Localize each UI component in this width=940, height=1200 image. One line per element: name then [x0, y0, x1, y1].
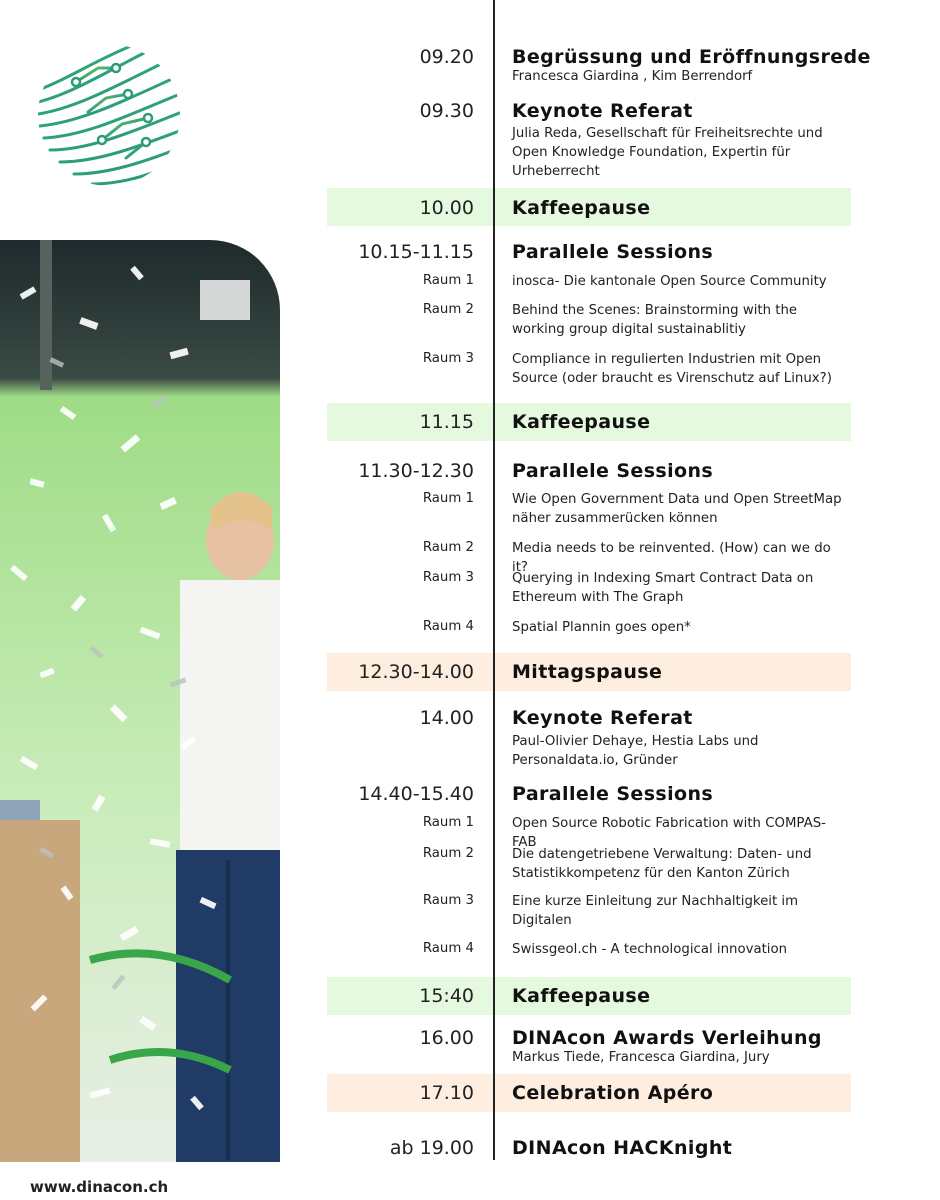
- session-time: 16.00: [419, 1027, 474, 1049]
- session-time: 10.00: [419, 197, 474, 219]
- room-label: Raum 3: [422, 570, 474, 585]
- session-title: Keynote Referat: [512, 100, 693, 122]
- room-label: Raum 4: [422, 619, 474, 634]
- session-title: Kaffeepause: [512, 985, 651, 1007]
- room-session: Eine kurze Einleitung zur Nachhaltigkeit im Digitalen: [512, 894, 799, 928]
- session-time: 09.30: [419, 100, 474, 122]
- room-session: inosca- Die kantonale Open Source Community: [512, 274, 827, 289]
- room-session: Compliance in regulierten Industrien mit Open Source (oder braucht es Virenschutz auf Linux?): [512, 352, 832, 386]
- session-time: 15:40: [419, 985, 474, 1007]
- session-time: 11.15: [419, 411, 474, 433]
- room-session: Querying in Indexing Smart Contract Data on Ethereum with The Graph: [512, 571, 814, 605]
- session-time: 11.30-12.30: [358, 460, 474, 482]
- session-desc: Markus Tiede, Francesca Giardina, Jury: [512, 1050, 770, 1065]
- room-session: Die datengetriebene Verwaltung: Daten- und Statistikkompetenz für den Kanton Zürich: [512, 847, 812, 881]
- room-session: Wie Open Government Data und Open StreetMap näher zusammerücken können: [512, 492, 842, 526]
- session-desc: Julia Reda, Gesellschaft für Freiheitsrechte und Open Knowledge Foundation, Expertin für Urheberrecht: [512, 126, 823, 179]
- room-label: Raum 4: [422, 941, 474, 956]
- session-title: Parallele Sessions: [512, 460, 714, 482]
- room-label: Raum 3: [422, 893, 474, 908]
- room-session: Spatial Plannin goes open*: [512, 620, 691, 635]
- session-title: Kaffeepause: [512, 197, 651, 219]
- session-time: ab 19.00: [389, 1137, 474, 1159]
- session-title: Kaffeepause: [512, 411, 651, 433]
- session-desc: Paul-Olivier Dehaye, Hestia Labs und Personaldata.io, Gründer: [512, 734, 759, 768]
- event-photo: [0, 240, 280, 1162]
- session-time: 17.10: [419, 1082, 474, 1104]
- session-title: Mittagspause: [512, 661, 663, 683]
- session-title: Keynote Referat: [512, 707, 693, 729]
- room-session: Open Source Robotic Fabrication with COMPAS-FAB: [512, 816, 826, 850]
- timeline-divider: [493, 0, 495, 1160]
- session-time: 14.40-15.40: [358, 783, 474, 805]
- session-desc: Francesca Giardina , Kim Berrendorf: [512, 69, 753, 84]
- session-title: Parallele Sessions: [512, 241, 714, 263]
- dinacon-logo: [36, 42, 182, 188]
- room-label: Raum 2: [422, 846, 474, 861]
- room-label: Raum 2: [422, 540, 474, 555]
- session-title: Parallele Sessions: [512, 783, 714, 805]
- session-title: Celebration Apéro: [512, 1082, 714, 1104]
- room-label: Raum 1: [422, 491, 474, 506]
- room-session: Swissgeol.ch - A technological innovation: [512, 942, 788, 957]
- room-label: Raum 3: [422, 351, 474, 366]
- session-title: DINAcon HACKnight: [512, 1137, 733, 1159]
- room-label: Raum 1: [422, 815, 474, 830]
- room-session: Behind the Scenes: Brainstorming with the working group digital sustainablitiy: [512, 303, 798, 337]
- session-time: 12.30-14.00: [358, 661, 474, 683]
- room-label: Raum 2: [422, 302, 474, 317]
- website-link[interactable]: www.dinacon.ch: [30, 1178, 169, 1196]
- session-time: 14.00: [419, 707, 474, 729]
- session-time: 09.20: [419, 46, 474, 68]
- session-title: Begrüssung und Eröffnungsrede: [512, 46, 871, 68]
- room-label: Raum 1: [422, 273, 474, 288]
- room-session: Media needs to be reinvented. (How) can we do it?: [512, 541, 831, 575]
- session-time: 10.15-11.15: [358, 241, 474, 263]
- session-title: DINAcon Awards Verleihung: [512, 1027, 822, 1049]
